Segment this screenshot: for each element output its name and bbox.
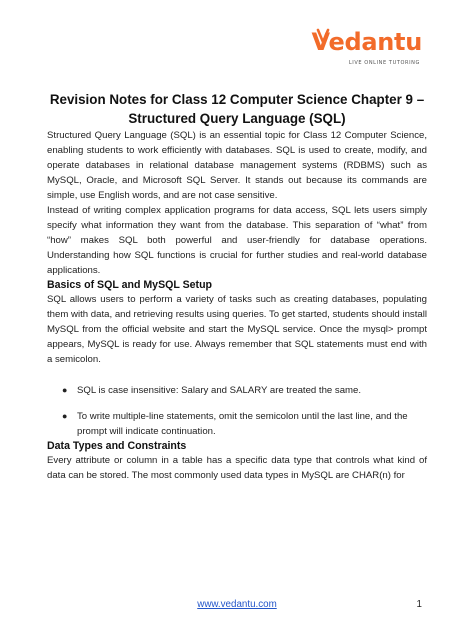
intro-paragraph-2: Instead of writing complex application programs for data access, SQL lets users simply specify what information they want from the database. This separation of “what” from “how” makes SQL both powerful and user-friendly for database operations. Understanding how SQL functions is crucial for further studies and real-world database applications. — [47, 205, 427, 276]
section-heading-basics: Basics of SQL and MySQL Setup — [47, 279, 213, 291]
title-line-2: Structured Query Language (SQL) — [128, 111, 346, 126]
intro-paragraph-1: Structured Query Language (SQL) is an essential topic for Class 12 Computer Science, enabling students to work efficiently with databases. SQL is used to create, modify, and operate databases in relational database management systems (RDBMS) such as MySQL, Oracle, and Microsoft SQL Server. It stands out because its commands are simple, use English words, and are not case sensitive. — [47, 130, 427, 201]
bullet-icon: ● — [62, 385, 68, 395]
data-types-paragraph: Every attribute or column in a table has a specific data type that controls what kind of data can be stored. The most commonly used data types in MySQL are CHAR(n) for — [47, 455, 427, 481]
page-number: 1 — [416, 599, 422, 610]
bullet-text: To write multiple-line statements, omit the semicolon until the last line, and the prompt will indicate continuation. — [77, 411, 408, 437]
logo-wordmark: Vedantu — [311, 28, 422, 56]
document-body — [47, 90, 427, 483]
footer-website-link[interactable]: www.vedantu.com — [197, 599, 277, 610]
vedantu-logo — [302, 28, 422, 76]
list-item — [47, 383, 427, 398]
title-line-1: Revision Notes for Class 12 Computer Science Chapter 9 – — [49, 92, 425, 107]
bullet-text: SQL is case insensitive: Salary and SALARY are treated the same. — [77, 385, 362, 396]
logo-tagline: LIVE ONLINE TUTORING — [348, 60, 420, 66]
list-item — [47, 409, 427, 439]
basics-bullet-list — [47, 383, 427, 439]
section-heading-data-types: Data Types and Constraints — [47, 440, 187, 452]
basics-paragraph: SQL allows users to perform a variety of tasks such as creating databases, populating them with data, and retrieving results using queries. To get started, students should install MySQL from the official website and start the MySQL service. Once the mysql> prompt appears, MySQL is ready for use. Always remember that SQL statements must end with a semicolon. — [47, 294, 427, 365]
document-title — [47, 90, 427, 128]
bullet-icon: ● — [62, 411, 68, 421]
